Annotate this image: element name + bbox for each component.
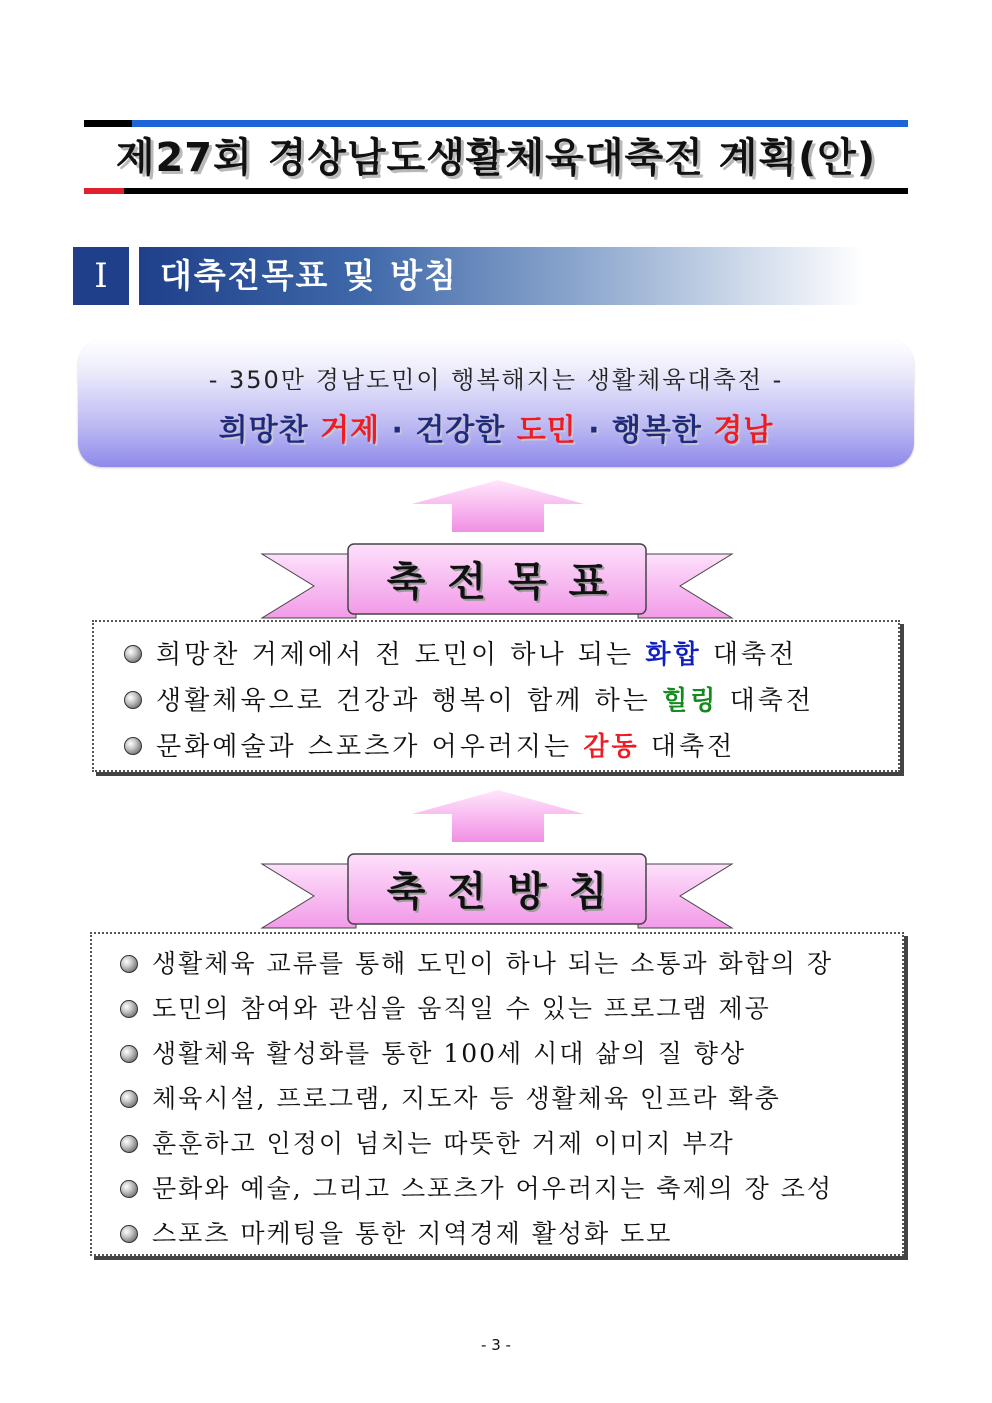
list-item [120, 1079, 781, 1115]
goal-keyword: 화합 [645, 640, 702, 670]
bullet-icon [124, 737, 142, 755]
list-item [124, 680, 814, 717]
title-rule-bottom [84, 188, 908, 194]
policy-text: 스포츠 마케팅을 통한 지역경제 활성화 도모 [152, 1219, 673, 1248]
bullet-icon [124, 691, 142, 709]
list-item [120, 1214, 672, 1250]
policy-text: 문화와 예술, 그리고 스포츠가 어우러지는 축제의 장 조성 [152, 1174, 834, 1203]
goals-box [92, 620, 900, 772]
up-arrow-icon [410, 478, 586, 534]
list-item [120, 1169, 833, 1205]
goal-keyword: 힐링 [662, 686, 719, 716]
policy-text: 생활체육 활성화를 통한 100세 시대 삶의 질 향상 [152, 1039, 747, 1068]
slogan-keyword-geoje: 거제 [320, 413, 381, 448]
goal-text: 문화예술과 스포츠가 어우러지는 [156, 732, 584, 762]
vision-subtitle: - 350만 경남도민이 행복해지는 생활체육대축전 - [208, 366, 784, 394]
list-item [120, 989, 771, 1025]
goals-heading: 축전목표 [386, 559, 630, 605]
bullet-icon [120, 1225, 138, 1243]
policy-text: 도민의 참여와 관심을 움직일 수 있는 프로그램 제공 [152, 994, 771, 1023]
slogan-part-3: · 행복한 [576, 413, 714, 448]
bullet-icon [120, 1000, 138, 1018]
bullet-icon [120, 1045, 138, 1063]
slogan-part-2: · 건강한 [380, 413, 517, 448]
list-item [120, 944, 833, 980]
bullet-icon [120, 955, 138, 973]
section-title: 대축전목표 및 방침 [160, 256, 459, 295]
goals-ribbon [260, 542, 734, 624]
bullet-icon [120, 1090, 138, 1108]
policies-heading: 축전방침 [386, 869, 630, 915]
bullet-icon [120, 1180, 138, 1198]
goal-suffix: 대축전 [639, 732, 736, 762]
title-rule-bottom-accent [84, 188, 124, 194]
list-item [120, 1034, 746, 1070]
policies-box [90, 932, 904, 1256]
slogan-keyword-domin: 도민 [516, 413, 577, 448]
policy-text: 생활체육 교류를 통해 도민이 하나 되는 소통과 화합의 장 [152, 949, 834, 978]
slogan-keyword-gyeongnam: 경남 [713, 413, 774, 448]
vision-slogan [78, 405, 914, 449]
policies-ribbon [260, 852, 734, 934]
bullet-icon [120, 1135, 138, 1153]
goal-keyword: 감동 [583, 732, 640, 762]
bullet-icon [124, 645, 142, 663]
page-number: - 3 - [481, 1336, 511, 1354]
goal-suffix: 대축전 [718, 686, 815, 716]
goal-suffix: 대축전 [701, 640, 798, 670]
policy-text: 체육시설, 프로그램, 지도자 등 생활체육 인프라 확충 [152, 1084, 781, 1113]
list-item [124, 634, 797, 671]
goal-text: 희망찬 거제에서 전 도민이 하나 되는 [156, 640, 646, 670]
title-rule-top [84, 120, 908, 127]
section-number: Ⅰ [73, 247, 129, 305]
policy-text: 훈훈하고 인정이 넘치는 따뜻한 거제 이미지 부각 [152, 1129, 735, 1158]
document-title: 제27회 경상남도생활체육대축전 계획(안) [115, 135, 877, 181]
up-arrow-icon [410, 788, 586, 844]
slogan-part-1: 희망찬 [218, 413, 321, 448]
list-item [120, 1124, 735, 1160]
title-rule-top-accent [84, 120, 132, 127]
list-item [124, 726, 735, 763]
goal-text: 생활체육으로 건강과 행복이 함께 하는 [156, 686, 663, 716]
